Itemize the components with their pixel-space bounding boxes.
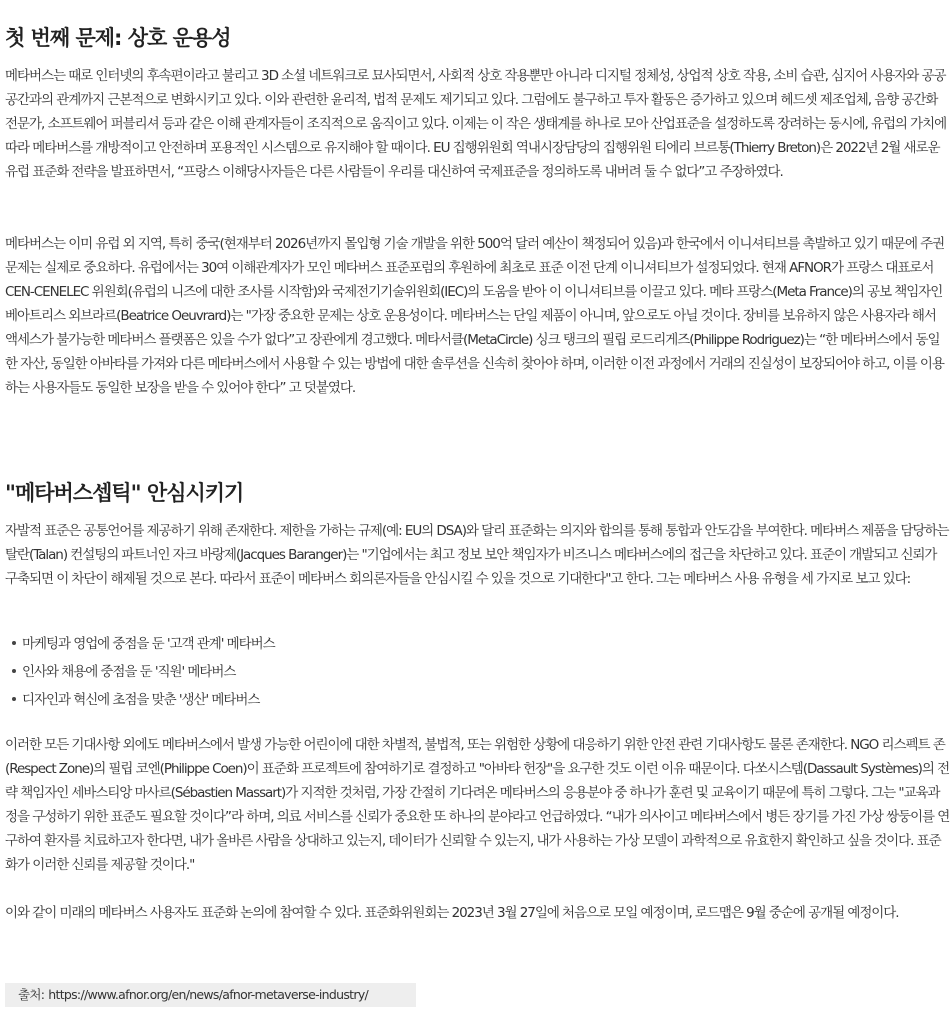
paragraph-intro — [5, 64, 950, 184]
list-item-text: 마케팅과 영업에 중점을 둔 '고객 관계' 메타버스 — [22, 636, 275, 652]
section-title-metaverse-skeptics: "메타버스셉틱" 안심시키기 — [5, 481, 244, 505]
list-item-text: 인사와 채용에 중점을 둔 '직원' 메타버스 — [22, 664, 236, 680]
section-title-interoperability: 첫 번째 문제: 상호 운용성 — [5, 26, 231, 50]
source-link[interactable]: https://www.afnor.org/en/news/afnor-metaverse-industry/ — [48, 987, 369, 1002]
paragraph-text: 이러한 모든 기대사항 외에도 메타버스에서 발생 가능한 어린이에 대한 차별적, 불법적, 또는 위험한 상황에 대응하기 위한 안전 관련 기대사항도 물론 존재한다. NGO 리스펙트 존(Respect Zone)의 필립 코엔(Philippe Coen)이 표준화 프로젝트에 참여하기로 결정하고 "아바타 헌장"을 요구한 것도 이런 이유 때문이다. 다쏘시스템(Dassault Systèmes)의 전략 책임자인 세바스티앙 마사르(Sébastien Massart)가 지적한 것처럼, 가장 간절히 기다려온 메타버스의 응용분야 중 하나가 훈련 및 교육이기 때문에 특히 그렇다. 그는 "교육과정을 구성하기 위한 표준도 필요할 것이다”라 하며, 의료 서비스를 신뢰가 중요한 또 하나의 분야라고 언급하였다. “내가 의사이고 메타버스에서 병든 장기를 가진 가상 쌍둥이를 연구하여 환자를 치료하고자 한다면, 내가 올바른 사람을 상대하고 있는지, 데이터가 신뢰할 수 있는지, 내가 사용하는 가상 모델이 과학적으로 유효한지 확인하고 싶을 것이다. 표준화가 이러한 신뢰를 제공할 것이다." — [5, 737, 950, 873]
paragraph-voluntary-standards — [5, 519, 950, 591]
list-item — [12, 630, 275, 658]
paragraph-sovereignty — [5, 232, 950, 400]
paragraph-text: 이와 같이 미래의 메타버스 사용자도 표준화 논의에 참여할 수 있다. 표준화위원회는 2023년 3월 27일에 처음으로 모일 예정이며, 로드맵은 9월 중순에 공개될 예정이다. — [5, 905, 899, 921]
source-label: 출처: — [18, 987, 45, 1002]
metaverse-usage-types-list — [12, 630, 275, 714]
bullet-icon — [12, 697, 16, 701]
paragraph-text: 메타버스는 때로 인터넷의 후속편이라고 불리고 3D 소셜 네트워크로 묘사되면서, 사회적 상호 작용뿐만 아니라 디지털 정체성, 상업적 상호 작용, 소비 습관, 심지어 사용자와 공공 공간과의 관계까지 근본적으로 변화시키고 있다. 이와 관련한 윤리적, 법적 문제도 제기되고 있다. 그럼에도 불구하고 투자 활동은 증가하고 있으며 헤드셋 제조업체, 음향 공간화 전문가, 소프트웨어 퍼블리셔 등과 같은 이해 관계자들이 조직적으로 움직이고 있다. 이제는 이 작은 생태계를 하나로 모아 산업표준을 설정하도록 장려하는 동시에, 유럽의 가치에 따라 메타버스를 개방적이고 안전하며 포용적인 시스템으로 유지해야 할 때이다. EU 집행위원회 역내시장담당의 집행위원 티에리 브르통(Thierry Breton)은 2022년 2월 새로운 유럽 표준화 전략을 발표하면서, “프랑스 이해당사자들은 다른 사람들이 우리를 대신하여 국제표준을 정의하도록 내버려 둘 수 없다”고 주장하였다. — [5, 68, 947, 180]
bullet-icon — [12, 669, 16, 673]
bullet-icon — [12, 641, 16, 645]
source-box — [5, 983, 416, 1007]
list-item — [12, 686, 275, 714]
paragraph-safety-expectations — [5, 733, 950, 877]
paragraph-text: 메타버스는 이미 유럽 외 지역, 특히 중국(현재부터 2026년까지 몰입형 기술 개발을 위한 500억 달러 예산이 책정되어 있음)과 한국에서 이니셔티브를 촉발하고 있기 때문에 주권 문제는 실제로 중요하다. 유럽에서는 30여 이해관계자가 모인 메타버스 표준포럼의 후원하에 최초로 표준 이전 단계 이니셔티브가 설정되었다. 현재 AFNOR가 프랑스 대표로서 CEN-CENELEC 위원회(유럽의 니즈에 대한 조사를 시작함)와 국제전기기술위원회(IEC)의 도움을 받아 이 이니셔티브를 이끌고 있다. 메타 프랑스(Meta France)의 공보 책임자인 베아트리스 외브라르(Beatrice Oeuvrard)는 "가장 중요한 문제는 상호 운용성이다. 메타버스는 단일 제품이 아니며, 앞으로도 아닐 것이다. 장비를 보유하지 않은 사용자라 해서 액세스가 불가능한 메타버스 플랫폼은 있을 수가 없다”고 장관에게 경고했다. 메타서클(MetaCircle) 싱크 탱크의 필립 로드리게즈(Philippe Rodriguez)는 “한 메타버스에서 동일한 자산, 동일한 아바타를 가져와 다른 메타버스에서 사용할 수 있는 방법에 대한 솔루션을 신속히 찾아야 하며, 이러한 이전 과정에서 거래의 진실성이 보장되어야 하고, 이를 이용하는 사용자들도 동일한 보장을 받을 수 있어야 한다” 고 덧붙였다. — [5, 236, 945, 396]
paragraph-conclusion — [5, 901, 950, 925]
list-item — [12, 658, 275, 686]
list-item-text: 디자인과 혁신에 초점을 맞춘 '생산' 메타버스 — [22, 692, 260, 708]
paragraph-text: 자발적 표준은 공통언어를 제공하기 위해 존재한다. 제한을 가하는 규제(예: EU의 DSA)와 달리 표준화는 의지와 합의를 통해 통합과 안도감을 부여한다. 메타버스 제품을 담당하는 탈란(Talan) 컨설팅의 파트너인 자크 바랑제(Jacques Baranger)는 "기업에서는 최고 정보 보안 책임자가 비즈니스 메타버스에의 접근을 차단하고 있다. 표준이 개발되고 신뢰가 구축되면 이 차단이 해제될 것으로 본다. 따라서 표준이 메타버스 회의론자들을 안심시킬 수 있을 것으로 기대한다"고 한다. 그는 메타버스 사용 유형을 세 가지로 보고 있다: — [5, 523, 949, 587]
